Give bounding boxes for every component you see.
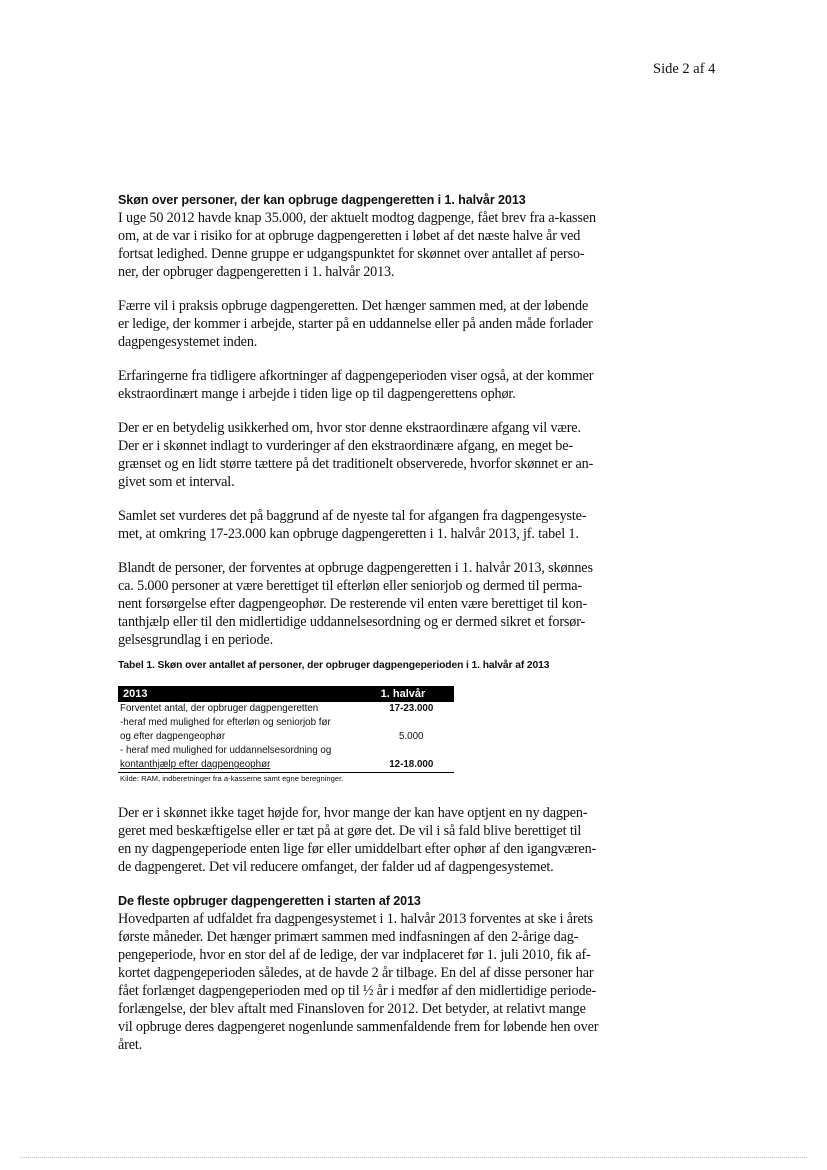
table-caption: Tabel 1. Skøn over antallet af personer, der opbruger dagpengeperioden i 1. halvår af 2013 (118, 660, 550, 671)
text-line: met, at omkring 17-23.000 kan opbruge dagpengeretten i 1. halvår 2013, jf. tabel 1. (118, 526, 579, 542)
text-line: Der er en betydelig usikkerhed om, hvor stor denne ekstraordinære afgang vil være. (118, 420, 581, 436)
table-row (118, 730, 454, 744)
table-cell-value: 17-23.000 (389, 703, 434, 714)
table-cell-label: og efter dagpengeophør (120, 731, 226, 742)
paragraph (118, 804, 630, 876)
table-source: Kilde: RAM, indberetninger fra a-kasserne samt egne beregninger. (120, 774, 344, 783)
text-line: nent forsørgelse efter dagpengeophør. De resterende vil enten være berettiget til kon- (118, 596, 588, 612)
text-line: givet som et interval. (118, 474, 235, 490)
paragraph (118, 367, 630, 403)
table-header-period: 1. halvår (380, 688, 426, 700)
section-heading: Skøn over personer, der kan opbruge dagpengeretten i 1. halvår 2013 (118, 193, 526, 207)
text-line: I uge 50 2012 havde knap 35.000, der aktuelt modtog dagpenge, fået brev fra a-kassen (118, 210, 596, 226)
paragraph (118, 910, 630, 1054)
text-line: dagpengesystemet inden. (118, 334, 258, 350)
text-line: ca. 5.000 personer at være berettiget til efterløn eller seniorjob og dermed til perma- (118, 578, 583, 594)
table-cell-label: - heraf med mulighed for uddannelsesordning og (120, 745, 332, 756)
table-cell-label: Forventet antal, der opbruger dagpengeretten (120, 703, 319, 714)
text-line: kortet dagpengeperioden således, at de havde 2 år tilbage. En del af disse personer har (118, 965, 594, 981)
table-row (118, 702, 454, 716)
text-line: året. (118, 1037, 143, 1053)
text-line: første måneder. Det hænger primært sammen med indfasningen af den 2-årige dag- (118, 929, 579, 945)
table-cell-value: 12-18.000 (389, 759, 434, 770)
text-line: en ny dagpengeperiode enten lige før eller umiddelbart efter ophør af den igangværen- (118, 841, 597, 857)
paragraph (118, 507, 630, 543)
page-number: Side 2 af 4 (653, 61, 716, 77)
table-cell-value: 5.000 (398, 731, 424, 742)
text-line: ekstraordinært mange i arbejde i tiden lige op til dagpengerettens ophør. (118, 386, 516, 402)
table-row (118, 744, 454, 758)
text-line: Der er i skønnet indlagt to vurderinger af den ekstraordinære afgang, en meget be- (118, 438, 573, 454)
data-table (118, 686, 454, 784)
paragraph (118, 209, 630, 281)
table-row (118, 758, 454, 773)
text-line: Der er i skønnet ikke taget højde for, hvor mange der kan have optjent en ny dagpen- (118, 805, 588, 821)
scan-edge-divider (20, 1157, 807, 1158)
text-line: Hovedparten af udfaldet fra dagpengesystemet i 1. halvår 2013 forventes at ske i årets (118, 911, 593, 927)
text-line: fortsat ledighed. Denne gruppe er udgangspunktet for skønnet over antallet af perso- (118, 246, 585, 262)
text-line: Færre vil i praksis opbruge dagpengeretten. Det hænger sammen med, at der løbende (118, 298, 589, 314)
table-cell-value (369, 716, 454, 730)
table-cell-value (369, 744, 454, 758)
table-header-year: 2013 (123, 688, 148, 700)
text-line: tanthjælp eller til den midlertidige uddannelsesordning og er dermed sikret et forsør- (118, 614, 586, 630)
text-line: fået forlænget dagpengeperioden med op til ½ år i medfør af den midlertidige periode- (118, 983, 597, 999)
paragraph (118, 419, 630, 491)
table-row (118, 716, 454, 730)
text-line: vil opbruge deres dagpengeret nogenlunde sammenfaldende frem for løbende hen over (118, 1019, 599, 1035)
table-header (118, 686, 454, 702)
document-body (118, 191, 630, 1070)
text-line: om, at de var i risiko for at opbruge dagpengeretten i løbet af det næste halve år ved (118, 228, 581, 244)
text-line: Blandt de personer, der forventes at opbruge dagpengeretten i 1. halvår 2013, skønnes (118, 560, 593, 576)
table-cell-label: kontanthjælp efter dagpengeophør (120, 759, 271, 770)
table-cell-label: -heraf med mulighed for efterløn og seniorjob før (120, 717, 331, 728)
text-line: Samlet set vurderes det på baggrund af de nyeste tal for afgangen fra dagpengesyste- (118, 508, 587, 524)
text-line: forlængelse, der blev aftalt med Finansloven for 2012. Det betyder, at relativt mange (118, 1001, 586, 1017)
text-line: gelsesgrundlag i en periode. (118, 632, 273, 648)
text-line: er ledige, der kommer i arbejde, starter på en uddannelse eller på anden måde forlader (118, 316, 593, 332)
text-line: pengeperiode, hvor en stor del af de ledige, der var indplaceret før 1. juli 2010, fik af- (118, 947, 591, 963)
text-line: grænset og en lidt større tættere på det traditionelt observerede, hvorfor skønnet er an- (118, 456, 594, 472)
paragraph (118, 297, 630, 351)
text-line: de dagpengeret. Det vil reducere omfanget, der falder ud af dagpengesystemet. (118, 859, 554, 875)
section-heading: De fleste opbruger dagpengeretten i starten af 2013 (118, 894, 421, 908)
text-line: geret med beskæftigelse eller er tæt på at gøre det. De vil i så fald blive berettiget til (118, 823, 582, 839)
paragraph (118, 559, 630, 649)
text-line: Erfaringerne fra tidligere afkortninger af dagpengeperioden viser også, at der kommer (118, 368, 594, 384)
text-line: ner, der opbruger dagpengeretten i 1. halvår 2013. (118, 264, 395, 280)
